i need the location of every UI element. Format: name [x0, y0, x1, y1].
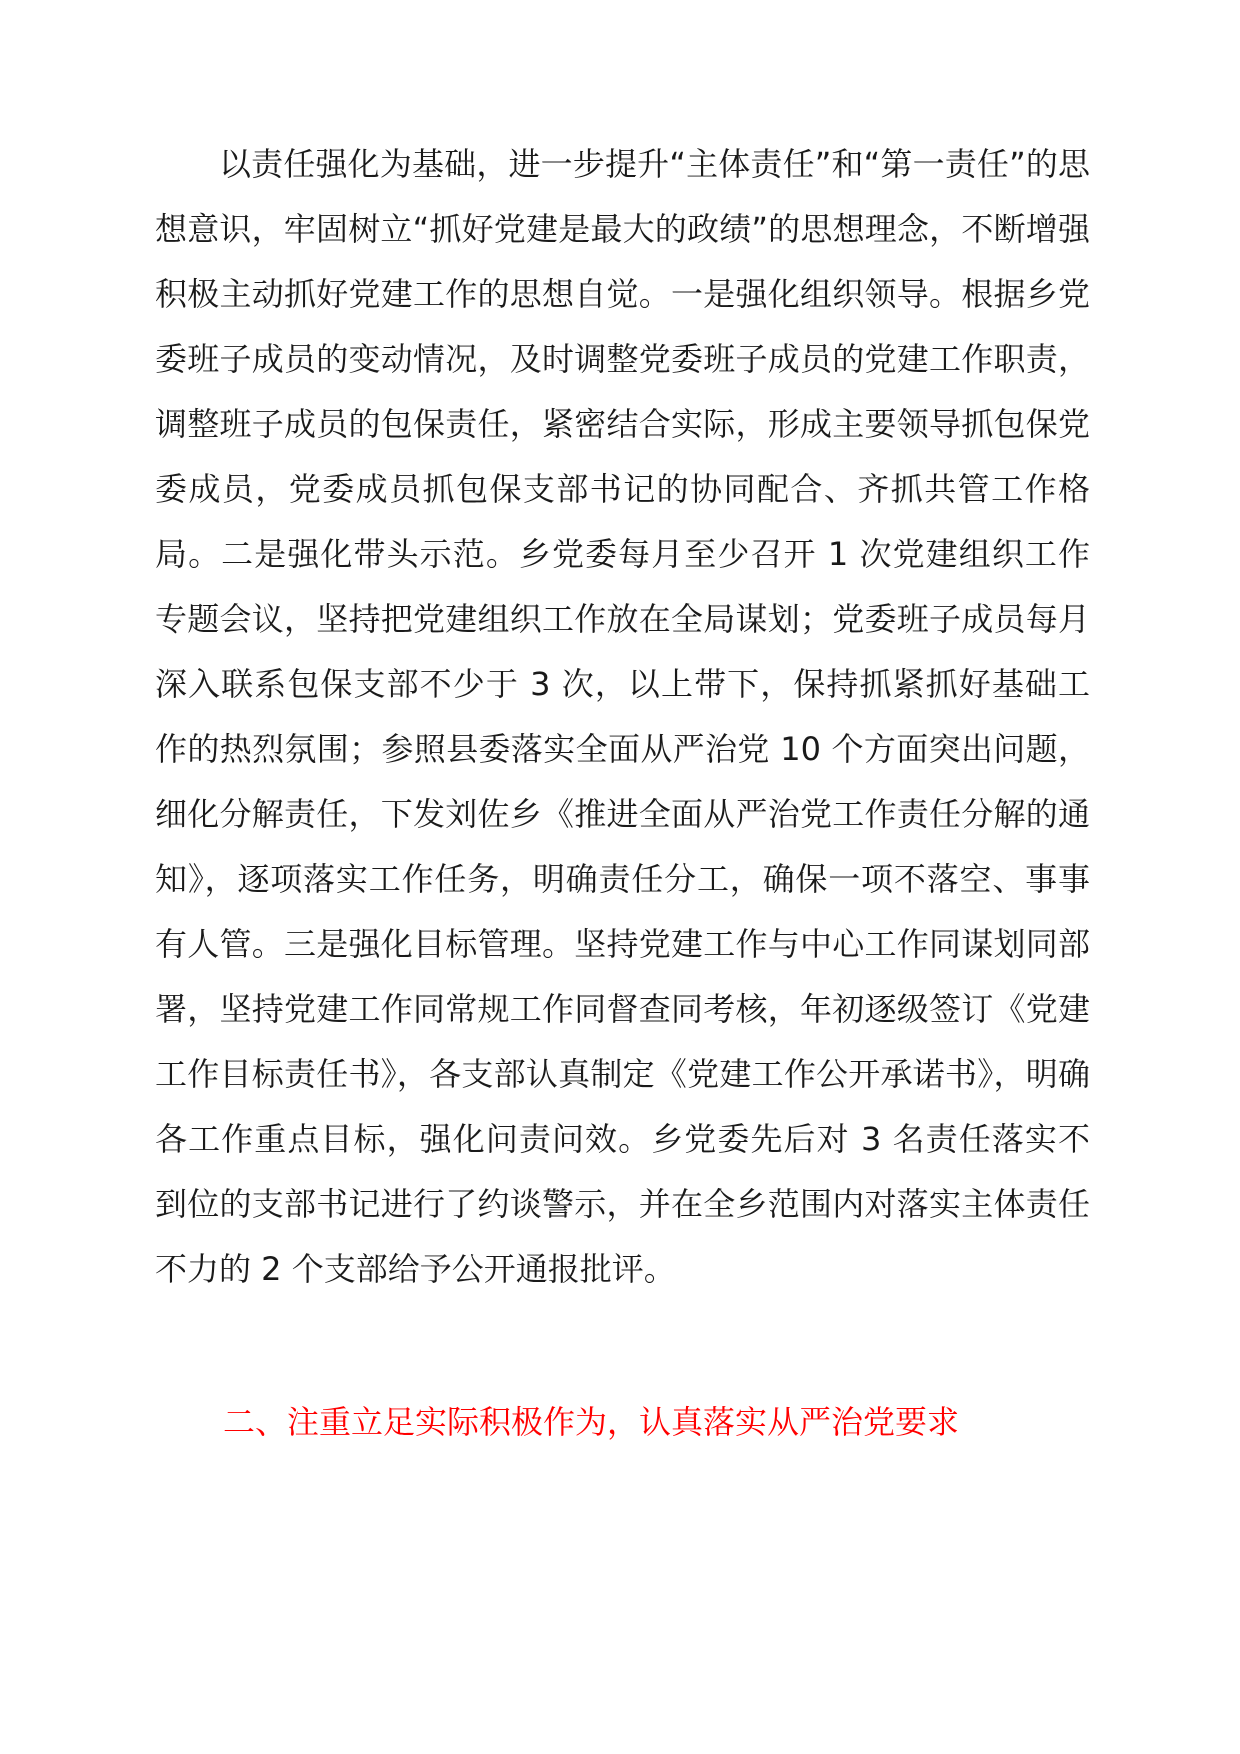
section-heading: 二、注重立足实际积极作为，认真落实从严治党要求: [223, 1403, 960, 1441]
body-paragraph: 以责任强化为基础，进一步提升“主体责任”和“第一责任”的思想意识，牢固树立“抓好党建是最大的政绩”的思想理念，不断增强积极主动抓好党建工作的思想自觉。一是强化组织领导。根据乡党委班子成员的变动情况，及时调整党委班子成员的党建工作职责，调整班子成员的包保责任，紧密结合实际，形成主要领导抓包保党委成员，党委成员抓包保支部书记的协同配合、齐抓共管工作格局。二是强化带头示范。乡党委每月至少召开 1 次党建组织工作专题会议，坚持把党建组织工作放在全局谋划；党委班子成员每月深入联系包保支部不少于 3 次，以上带下，保持抓紧抓好基础工作的热烈氛围；参照县委落实全面从严治党 10 个方面突出问题，细化分解责任，下发刘佐乡《推进全面从严治党工作责任分解的通知》，逐项落实工作任务，明确责任分工，确保一项不落空、事事有人管。三是强化目标管理。坚持党建工作与中心工作同谋划同部署，坚持党建工作同常规工作同督查同考核，年初逐级签订《党建工作目标责任书》，各支部认真制定《党建工作公开承诺书》，明确各工作重点目标，强化问责问效。乡党委先后对 3 名责任落实不到位的支部书记进行了约谈警示，并在全乡范围内对落实主体责任不力的 2 个支部给予公开通报批评。: [155, 145, 1090, 1288]
